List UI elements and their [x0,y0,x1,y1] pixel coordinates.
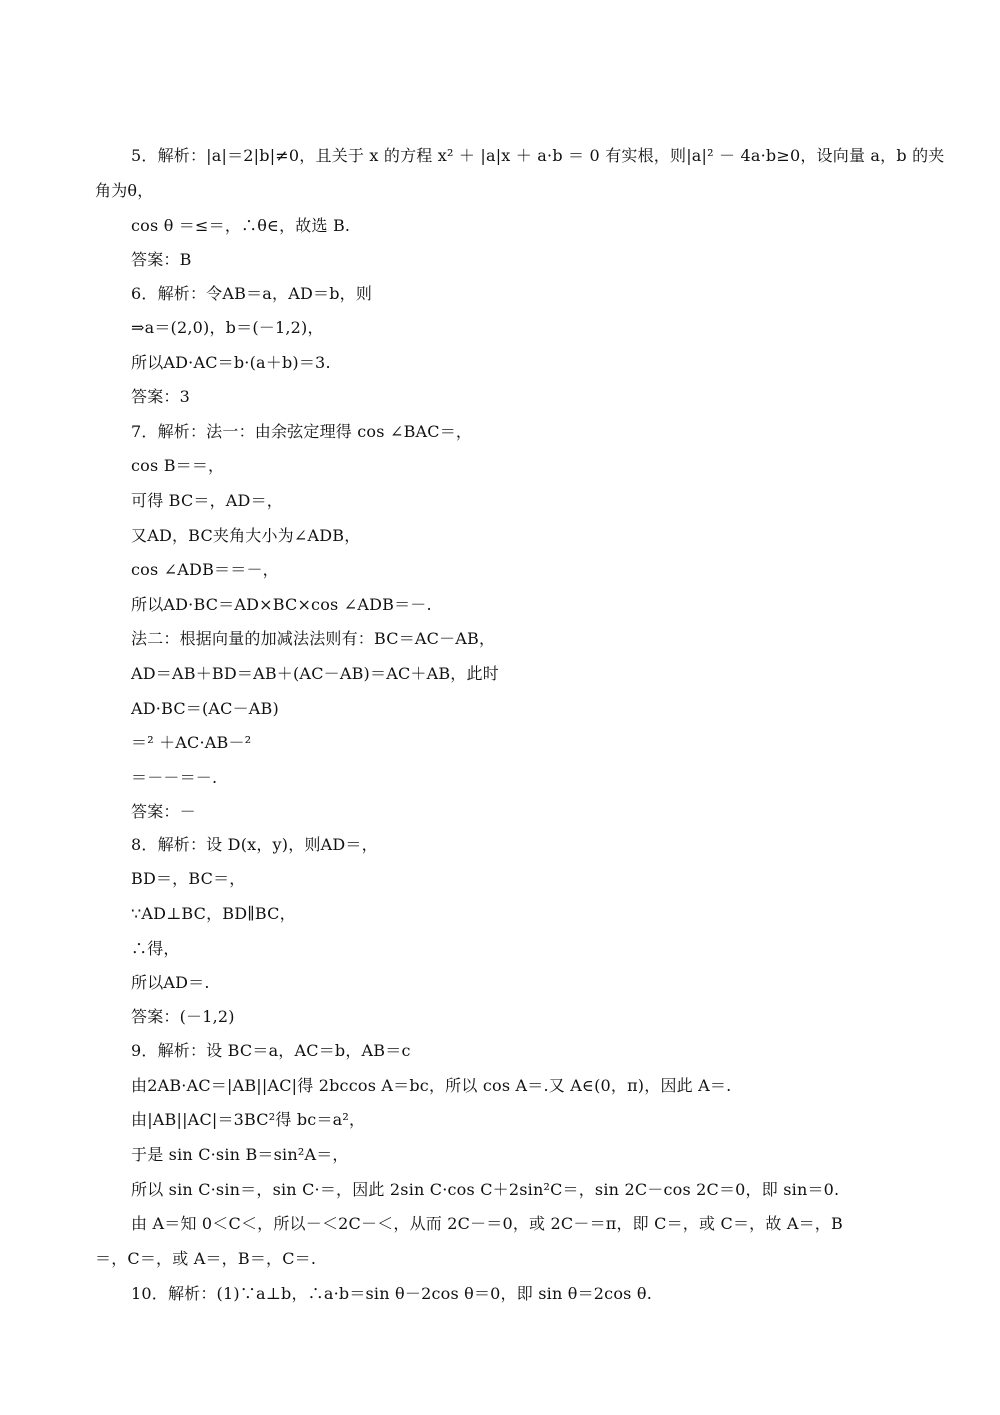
text-line: 10．解析：(1)∵a⊥b，∴a·b＝sin θ－2cos θ＝0，即 sin θ＝2cos θ. [131,1284,652,1303]
text-line: 所以AD＝. [131,973,210,992]
text-line: 7．解析：法一：由余弦定理得 cos ∠BAC＝， [131,422,473,441]
text-line: 答案：3 [131,387,190,406]
text-line: 又AD，BC夹角大小为∠ADB， [131,526,361,545]
text-line: 6．解析：令AB＝a，AD＝b，则 [131,284,373,303]
text-line: 答案：(－1,2) [131,1007,235,1026]
text-line: 5．解析：|a|＝2|b|≠0，且关于 x 的方程 x² ＋ |a|x ＋ a·b ＝ 0 有实根，则|a|² － 4a·b≥0，设向量 a，b 的夹 [131,146,945,165]
text-line: ⇒a＝(2,0)，b＝(－1,2)， [131,318,324,337]
text-line: cos ∠ADB＝＝－， [131,560,279,579]
text-line: 由 A＝知 0＜C＜，所以－＜2C－＜，从而 2C－＝0，或 2C－＝π，即 C＝，或 C＝，故 A＝，B [131,1214,843,1233]
text-line: 由2AB·AC＝|AB||AC|得 2bccos A＝bc，所以 cos A＝.又 A∈(0，π)，因此 A＝. [131,1076,732,1095]
text-line: BD＝，BC＝， [131,869,246,888]
text-line: cos θ ＝≤＝，∴θ∈，故选 B. [131,216,351,235]
text-line: 可得 BC＝，AD＝， [131,491,283,510]
text-line: ＝－－＝－. [131,768,218,787]
text-line: 所以 sin C·sin＝，sin C·＝，因此 2sin C·cos C＋2sin²C＝，sin 2C－cos 2C＝0，即 sin＝0. [131,1180,840,1199]
text-line: cos B＝＝， [131,456,225,475]
text-line: 答案：－ [131,802,196,821]
text-line: ∵AD⊥BC，BD∥BC， [131,904,296,923]
text-line: ∴得， [131,939,180,958]
text-line: 角为θ， [95,181,154,200]
text-line: ＝，C＝，或 A＝，B＝，C＝. [95,1249,317,1268]
text-line: 于是 sin C·sin B＝sin²A＝， [131,1145,349,1164]
text-line: 所以AD·BC＝AD×BC×cos ∠ADB＝－. [131,595,432,614]
text-line: 答案：B [131,250,192,269]
text-line: 所以AD·AC＝b·(a＋b)＝3. [131,353,331,372]
text-line: 8．解析：设 D(x，y)，则AD＝， [131,835,378,854]
text-line: 9．解析：设 BC＝a，AC＝b，AB＝c [131,1041,411,1060]
text-line: 由|AB||AC|＝3BC²得 bc＝a²， [131,1110,366,1129]
text-line: AD·BC＝(AC－AB) [131,699,279,718]
text-line: AD＝AB＋BD＝AB＋(AC－AB)＝AC＋AB，此时 [131,664,499,683]
text-line: ＝² ＋AC·AB－² [131,733,252,752]
text-line: 法二：根据向量的加减法法则有：BC＝AC－AB， [131,629,496,648]
